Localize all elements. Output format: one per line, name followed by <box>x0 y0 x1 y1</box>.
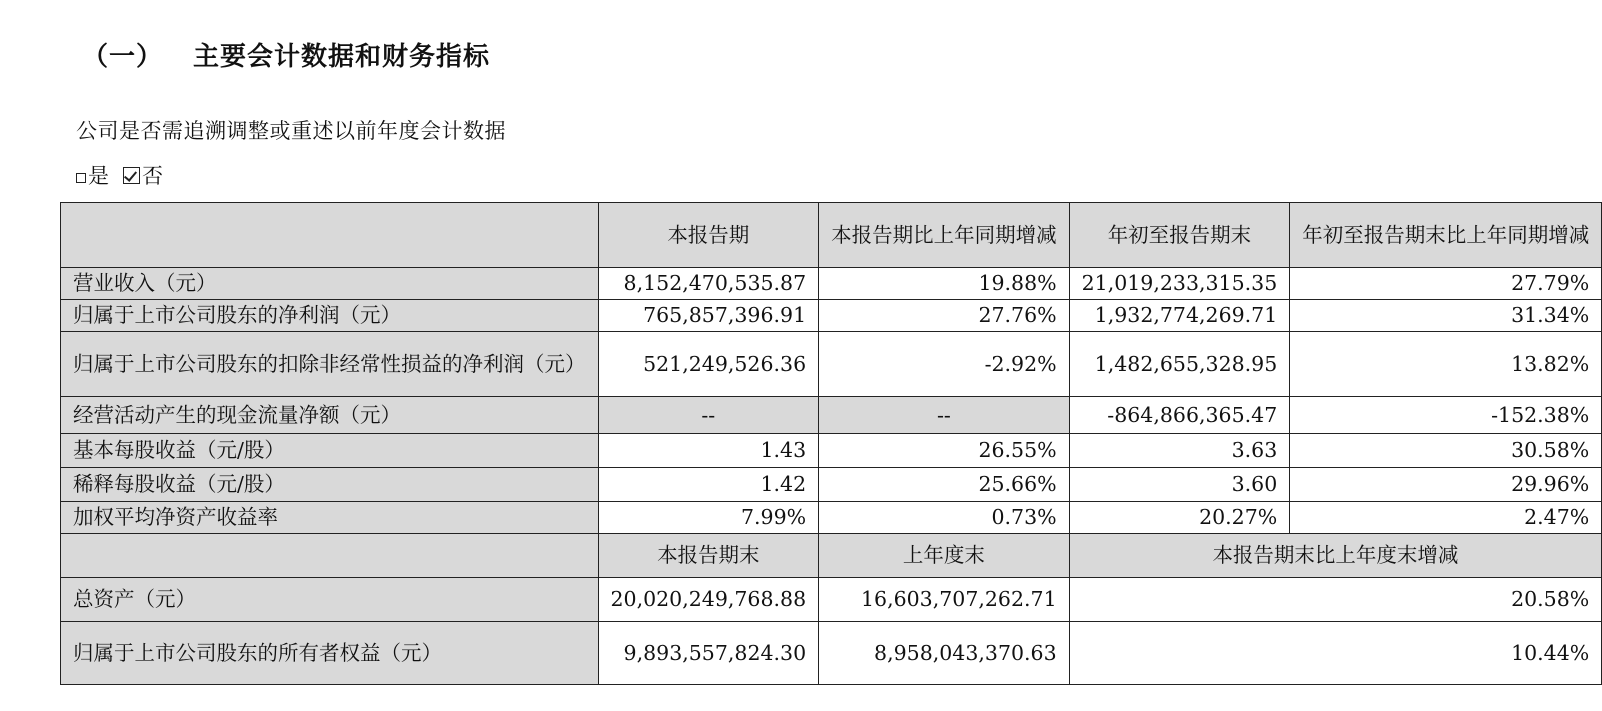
table-cell: 8,958,043,370.63 <box>819 622 1070 685</box>
table-cell: 21,019,233,315.35 <box>1069 268 1290 300</box>
table-cell: 30.58% <box>1290 434 1602 468</box>
table-cell: 29.96% <box>1290 468 1602 502</box>
row-label: 基本每股收益（元/股） <box>61 434 599 468</box>
table-row <box>61 622 1602 685</box>
table-cell: 13.82% <box>1290 332 1602 397</box>
header-cell: 本报告期 <box>598 203 819 268</box>
unchecked-box-icon <box>76 173 86 183</box>
option-yes-label: 是 <box>88 164 109 188</box>
row-label: 归属于上市公司股东的净利润（元） <box>61 300 599 332</box>
row-label: 总资产（元） <box>61 578 599 622</box>
section-title: 主要会计数据和财务指标 <box>193 42 491 72</box>
header-corner-cell <box>61 203 599 268</box>
financial-indicators-table <box>60 202 1602 685</box>
subheader-cell: 本报告期末比上年度末增减 <box>1069 534 1602 578</box>
table-cell: 31.34% <box>1290 300 1602 332</box>
table-cell: 26.55% <box>819 434 1070 468</box>
table-cell: -- <box>819 397 1070 434</box>
table-cell: 7.99% <box>598 502 819 534</box>
table-row <box>61 268 1602 300</box>
table-cell: 521,249,526.36 <box>598 332 819 397</box>
header-cell: 年初至报告期末 <box>1069 203 1290 268</box>
table-row <box>61 578 1602 622</box>
row-label: 经营活动产生的现金流量净额（元） <box>61 397 599 434</box>
table-cell: 9,893,557,824.30 <box>598 622 819 685</box>
table-cell: 25.66% <box>819 468 1070 502</box>
table-row <box>61 468 1602 502</box>
table-cell: -864,866,365.47 <box>1069 397 1290 434</box>
row-label: 归属于上市公司股东的扣除非经常性损益的净利润（元） <box>61 332 599 397</box>
table-cell: 2.47% <box>1290 502 1602 534</box>
table-cell: 3.63 <box>1069 434 1290 468</box>
table-cell: 20.58% <box>1069 578 1602 622</box>
table-header-row <box>61 203 1602 268</box>
table-cell: -2.92% <box>819 332 1070 397</box>
table-cell: 20.27% <box>1069 502 1290 534</box>
table-row <box>61 397 1602 434</box>
subheader-corner-cell <box>61 534 599 578</box>
table-row <box>61 434 1602 468</box>
table-cell: 19.88% <box>819 268 1070 300</box>
table-row <box>61 502 1602 534</box>
table-subheader-row <box>61 534 1602 578</box>
table-cell: -- <box>598 397 819 434</box>
table-cell: 3.60 <box>1069 468 1290 502</box>
section-heading <box>82 36 490 73</box>
table-cell: -152.38% <box>1290 397 1602 434</box>
table-cell: 1.42 <box>598 468 819 502</box>
table-cell: 16,603,707,262.71 <box>819 578 1070 622</box>
subheader-cell: 本报告期末 <box>598 534 819 578</box>
restatement-options <box>76 160 163 190</box>
restatement-question: 公司是否需追溯调整或重述以前年度会计数据 <box>76 119 506 143</box>
table-cell: 1,932,774,269.71 <box>1069 300 1290 332</box>
table-cell: 20,020,249,768.88 <box>598 578 819 622</box>
row-label: 稀释每股收益（元/股） <box>61 468 599 502</box>
checked-box-icon <box>123 167 140 184</box>
table-cell: 8,152,470,535.87 <box>598 268 819 300</box>
section-number: （一） <box>82 42 164 72</box>
table-cell: 1.43 <box>598 434 819 468</box>
row-label: 营业收入（元） <box>61 268 599 300</box>
table-row <box>61 300 1602 332</box>
row-label: 加权平均净资产收益率 <box>61 502 599 534</box>
table-cell: 10.44% <box>1069 622 1602 685</box>
row-label: 归属于上市公司股东的所有者权益（元） <box>61 622 599 685</box>
header-cell: 本报告期比上年同期增减 <box>819 203 1070 268</box>
subheader-cell: 上年度末 <box>819 534 1070 578</box>
table-cell: 1,482,655,328.95 <box>1069 332 1290 397</box>
option-no-label: 否 <box>142 164 163 188</box>
table-cell: 0.73% <box>819 502 1070 534</box>
table-cell: 27.79% <box>1290 268 1602 300</box>
table-row <box>61 332 1602 397</box>
header-cell: 年初至报告期末比上年同期增减 <box>1290 203 1602 268</box>
table-cell: 765,857,396.91 <box>598 300 819 332</box>
table-cell: 27.76% <box>819 300 1070 332</box>
